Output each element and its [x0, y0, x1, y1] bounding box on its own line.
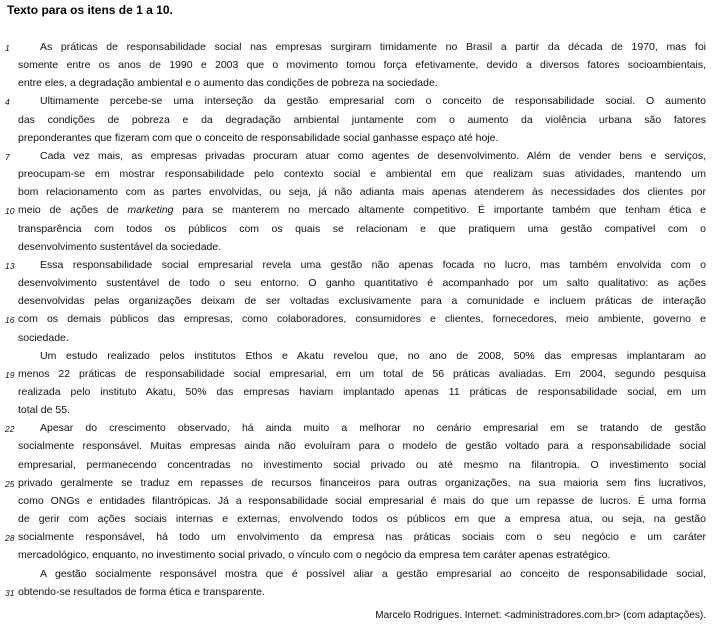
line-text: obtendo-se resultados de forma ética e transparente.	[18, 585, 265, 598]
line-number: 4	[5, 97, 10, 108]
text-line	[18, 220, 706, 238]
text-line	[18, 165, 706, 183]
line-number: 28	[5, 533, 15, 544]
line-number: 7	[5, 151, 10, 162]
text-line	[5, 92, 706, 110]
text-line	[18, 329, 706, 347]
line-text: preocupam-se em mostrar responsabilidade pelo contexto social e ambiental em que realizam suas atividades, mantendo um	[18, 168, 706, 181]
line-text: como ONGs e entidades filantrópicas. Já a responsabilidade social empresarial é mais do que um repasse de lucros. É uma forma	[18, 494, 706, 507]
text-line	[18, 129, 706, 147]
text-line	[18, 292, 706, 310]
line-text: empresarial, permanecendo concentradas no investimento social privado ou até mesmo na filantropia. O investimento social	[18, 458, 706, 471]
line-text: meio de ações de marketing para se manterem no mercado altamente competitivo. É importante também que tenham ética e	[18, 204, 706, 217]
line-text: As práticas de responsabilidade social nas empresas surgiram timidamente no Brasil a partir da década de 1970, mas foi	[40, 41, 706, 53]
line-number: 25	[5, 478, 15, 489]
text-line	[18, 456, 706, 474]
text-line	[5, 419, 706, 437]
text-line	[5, 38, 706, 56]
line-text: sociedade.	[18, 331, 69, 344]
text-line	[18, 492, 706, 510]
line-number: 13	[5, 260, 15, 271]
text-line	[18, 347, 706, 365]
text-line	[18, 56, 706, 74]
text-line	[5, 528, 706, 546]
text-line	[5, 256, 706, 274]
text-line	[5, 310, 706, 328]
line-text: Um estudo realizado pelos institutos Ethos e Akatu revelou que, no ano de 2008, 50% das empresas implantaram ao	[40, 349, 706, 362]
line-text: com os demais públicos das empresas, como colaboradores, consumidores e clientes, fornecedores, meio ambiente, governo e	[18, 313, 706, 326]
line-text: somente entre os anos de 1990 e 2003 que o movimento tomou força efetivamente, devido a diversos fatores socioambientais,	[18, 59, 706, 72]
text-line	[18, 238, 706, 256]
line-text: privado geralmente se traduz em repasses de recursos financeiros para outras organizações, na sua maioria sem fins lucrativos,	[18, 476, 706, 489]
text-line	[5, 201, 706, 219]
text-line	[5, 147, 706, 165]
line-text: bom relacionamento com as partes envolvidas, ou seja, já não adianta mais apenas atenderem às necessidades dos clientes por	[18, 186, 706, 199]
line-text: total de 55.	[18, 404, 70, 417]
line-text: realizada pelo instituto Akatu, 50% das empresas haviam implantado apenas 11 práticas de responsabilidade social, em um	[18, 385, 706, 398]
text-body	[5, 38, 706, 601]
line-text: socialmente responsável, há todo um envolvimento da empresa nas práticas sociais com o seu negócio e um caráter	[18, 531, 706, 544]
line-text: das condições de pobreza e da degradação ambiental juntamente com o aumento da violência urbana são fatores	[18, 113, 706, 126]
text-line	[18, 274, 706, 292]
line-text: Ultimamente percebe-se uma interseção da gestão empresarial com o conceito de responsabilidade social. O aumento	[40, 95, 706, 108]
text-line	[18, 111, 706, 129]
text-line	[18, 510, 706, 528]
text-line	[18, 437, 706, 455]
text-line	[5, 474, 706, 492]
text-line	[5, 365, 706, 383]
line-text: mercadológico, enquanto, no investimento social privado, o vínculo com o negócio da empresa tem caráter apenas estratégico.	[18, 549, 611, 562]
text-line	[18, 74, 706, 92]
line-text: desenvolvimento sustentável de todo o seu entorno. O ganho quantitativo é acompanhado por um salto qualitativo: as ações	[18, 277, 706, 290]
line-number: 1	[5, 43, 10, 53]
line-text: preponderantes que fizeram com que o conceito de responsabilidade social ganhasse espaço até hoje.	[18, 131, 499, 144]
text-line	[18, 183, 706, 201]
line-text: entre eles, a degradação ambiental e o aumento das condições de pobreza na sociedade.	[18, 77, 438, 90]
text-line	[18, 401, 706, 419]
line-text: de gerir com ações sociais internas e externas, envolvendo todos os públicos em que a empresa atua, ou seja, na gestão	[18, 513, 706, 526]
source-attribution: Marcelo Rodrigues. Internet: <administradores.com.br> (com adaptações).	[375, 610, 706, 621]
line-number: 31	[5, 587, 15, 598]
italic-term: marketing	[127, 204, 174, 217]
line-number: 10	[5, 206, 15, 217]
line-text: menos 22 práticas de responsabilidade social empresarial, em um total de 56 práticas avaliadas. Em 2004, segundo pesquisa	[18, 367, 706, 380]
line-text: transparência com todos os públicos com os quais se relacionam e que pratiquem uma gestão compatível com o	[18, 222, 706, 235]
text-line	[5, 583, 706, 601]
text-line	[18, 565, 706, 583]
line-number: 22	[5, 424, 15, 435]
line-text: desenvolvidas pelas organizações deixam de ser voltadas exclusivamente para a comunidade e incluem práticas de interação	[18, 295, 706, 308]
line-text: Essa responsabilidade social empresarial revela uma gestão não apenas focada no lucro, mas também envolvida com o	[40, 258, 706, 271]
line-text: desenvolvimento sustentável da sociedade.	[18, 240, 222, 253]
line-text: Cada vez mais, as empresas privadas procuram atuar como agentes de desenvolvimento. Além de vender bens e serviços,	[40, 149, 706, 162]
line-number: 16	[5, 315, 15, 326]
text-line	[18, 383, 706, 401]
text-line	[18, 546, 706, 564]
document-title: Texto para os itens de 1 a 10.	[7, 3, 173, 17]
line-text: Apesar do crescimento observado, há ainda muito a melhorar no cenário empresarial em se tratando de gestão	[40, 422, 706, 435]
line-number: 19	[5, 369, 15, 380]
line-text: socialmente responsável. Muitas empresas ainda não evoluíram para o modelo de gestão voltado para a responsabilidade social	[18, 440, 706, 453]
line-text: A gestão socialmente responsável mostra que é possível aliar a gestão empresarial ao conceito de responsabilidade social,	[40, 567, 706, 580]
